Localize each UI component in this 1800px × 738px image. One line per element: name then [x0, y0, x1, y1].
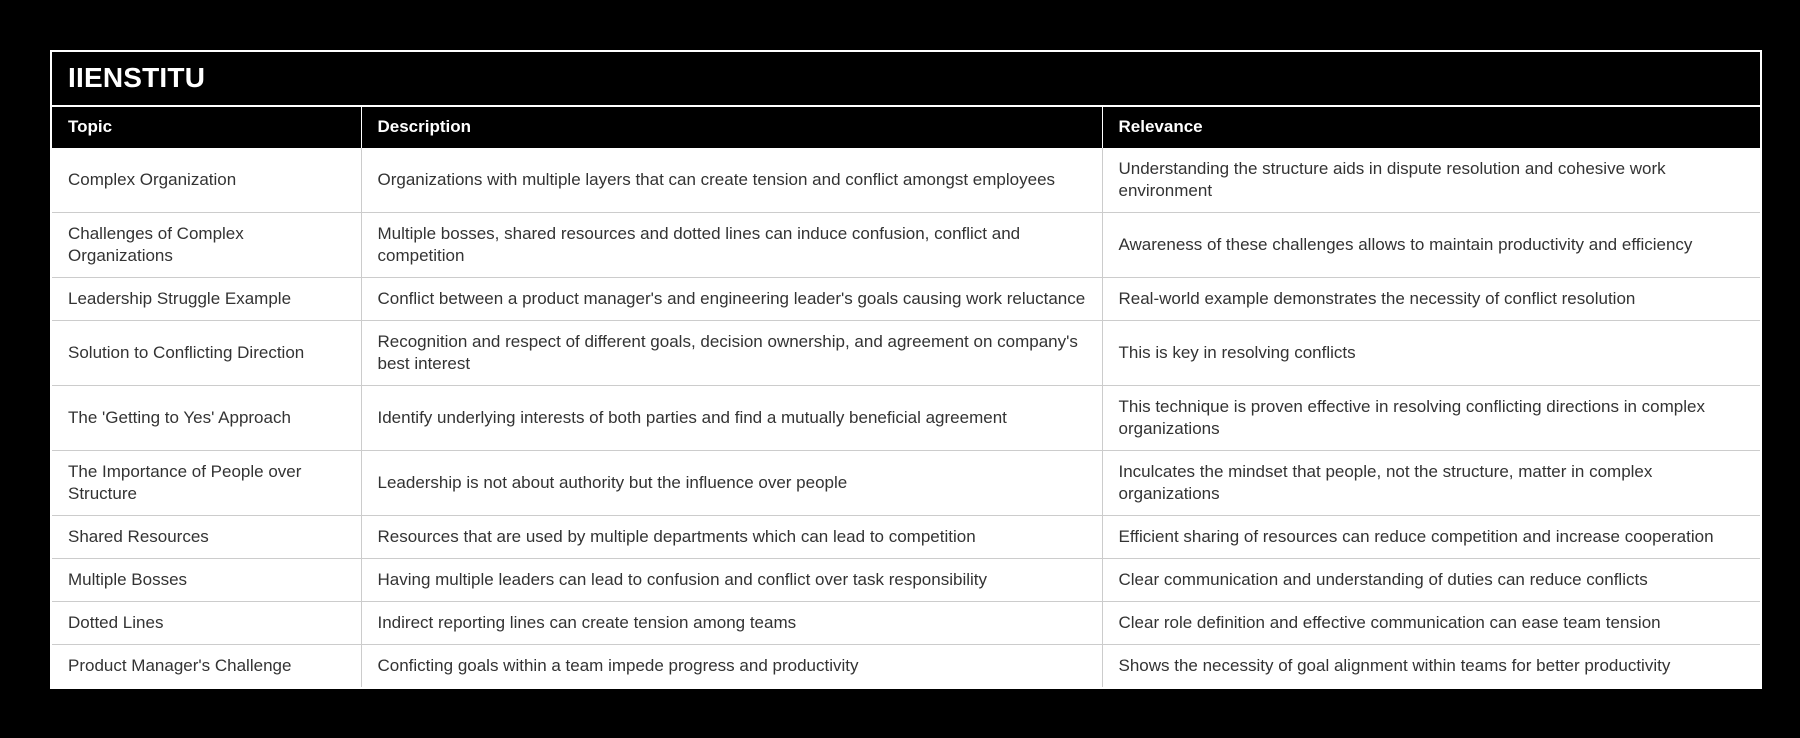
relevance-cell: Real-world example demonstrates the necessity of conflict resolution	[1102, 278, 1760, 321]
table-row	[52, 451, 1760, 516]
topic-cell: Complex Organization	[52, 148, 361, 213]
relevance-cell: This is key in resolving conflicts	[1102, 321, 1760, 386]
table-row	[52, 148, 1760, 213]
table-row	[52, 516, 1760, 559]
description-cell: Organizations with multiple layers that can create tension and conflict amongst employees	[361, 148, 1102, 213]
relevance-cell: Efficient sharing of resources can reduce competition and increase cooperation	[1102, 516, 1760, 559]
topics-table	[52, 107, 1760, 687]
description-cell: Recognition and respect of different goals, decision ownership, and agreement on company's best interest	[361, 321, 1102, 386]
relevance-cell: Clear communication and understanding of duties can reduce conflicts	[1102, 559, 1760, 602]
relevance-cell: Shows the necessity of goal alignment within teams for better productivity	[1102, 645, 1760, 688]
relevance-cell: This technique is proven effective in resolving conflicting directions in complex organizations	[1102, 386, 1760, 451]
description-cell: Leadership is not about authority but the influence over people	[361, 451, 1102, 516]
description-cell: Conficting goals within a team impede progress and productivity	[361, 645, 1102, 688]
table-row	[52, 213, 1760, 278]
brand-title: IIENSTITU	[52, 52, 1760, 107]
relevance-cell: Inculcates the mindset that people, not the structure, matter in complex organizations	[1102, 451, 1760, 516]
column-header-relevance: Relevance	[1102, 107, 1760, 148]
description-cell: Multiple bosses, shared resources and dotted lines can induce confusion, conflict and competition	[361, 213, 1102, 278]
topic-cell: Product Manager's Challenge	[52, 645, 361, 688]
table-header-row	[52, 107, 1760, 148]
topic-cell: Multiple Bosses	[52, 559, 361, 602]
description-cell: Resources that are used by multiple departments which can lead to competition	[361, 516, 1102, 559]
description-cell: Conflict between a product manager's and engineering leader's goals causing work reluctance	[361, 278, 1102, 321]
column-header-topic: Topic	[52, 107, 361, 148]
topic-cell: Challenges of Complex Organizations	[52, 213, 361, 278]
table-row	[52, 386, 1760, 451]
table-row	[52, 321, 1760, 386]
relevance-cell: Understanding the structure aids in dispute resolution and cohesive work environment	[1102, 148, 1760, 213]
table-row	[52, 602, 1760, 645]
relevance-cell: Clear role definition and effective communication can ease team tension	[1102, 602, 1760, 645]
topic-cell: Dotted Lines	[52, 602, 361, 645]
table-card	[50, 50, 1762, 689]
description-cell: Indirect reporting lines can create tension among teams	[361, 602, 1102, 645]
column-header-description: Description	[361, 107, 1102, 148]
table-row	[52, 645, 1760, 688]
table-row	[52, 278, 1760, 321]
description-cell: Having multiple leaders can lead to confusion and conflict over task responsibility	[361, 559, 1102, 602]
topic-cell: Solution to Conflicting Direction	[52, 321, 361, 386]
topic-cell: Leadership Struggle Example	[52, 278, 361, 321]
table-row	[52, 559, 1760, 602]
topic-cell: The Importance of People over Structure	[52, 451, 361, 516]
topic-cell: Shared Resources	[52, 516, 361, 559]
relevance-cell: Awareness of these challenges allows to maintain productivity and efficiency	[1102, 213, 1760, 278]
topic-cell: The 'Getting to Yes' Approach	[52, 386, 361, 451]
description-cell: Identify underlying interests of both parties and find a mutually beneficial agreement	[361, 386, 1102, 451]
